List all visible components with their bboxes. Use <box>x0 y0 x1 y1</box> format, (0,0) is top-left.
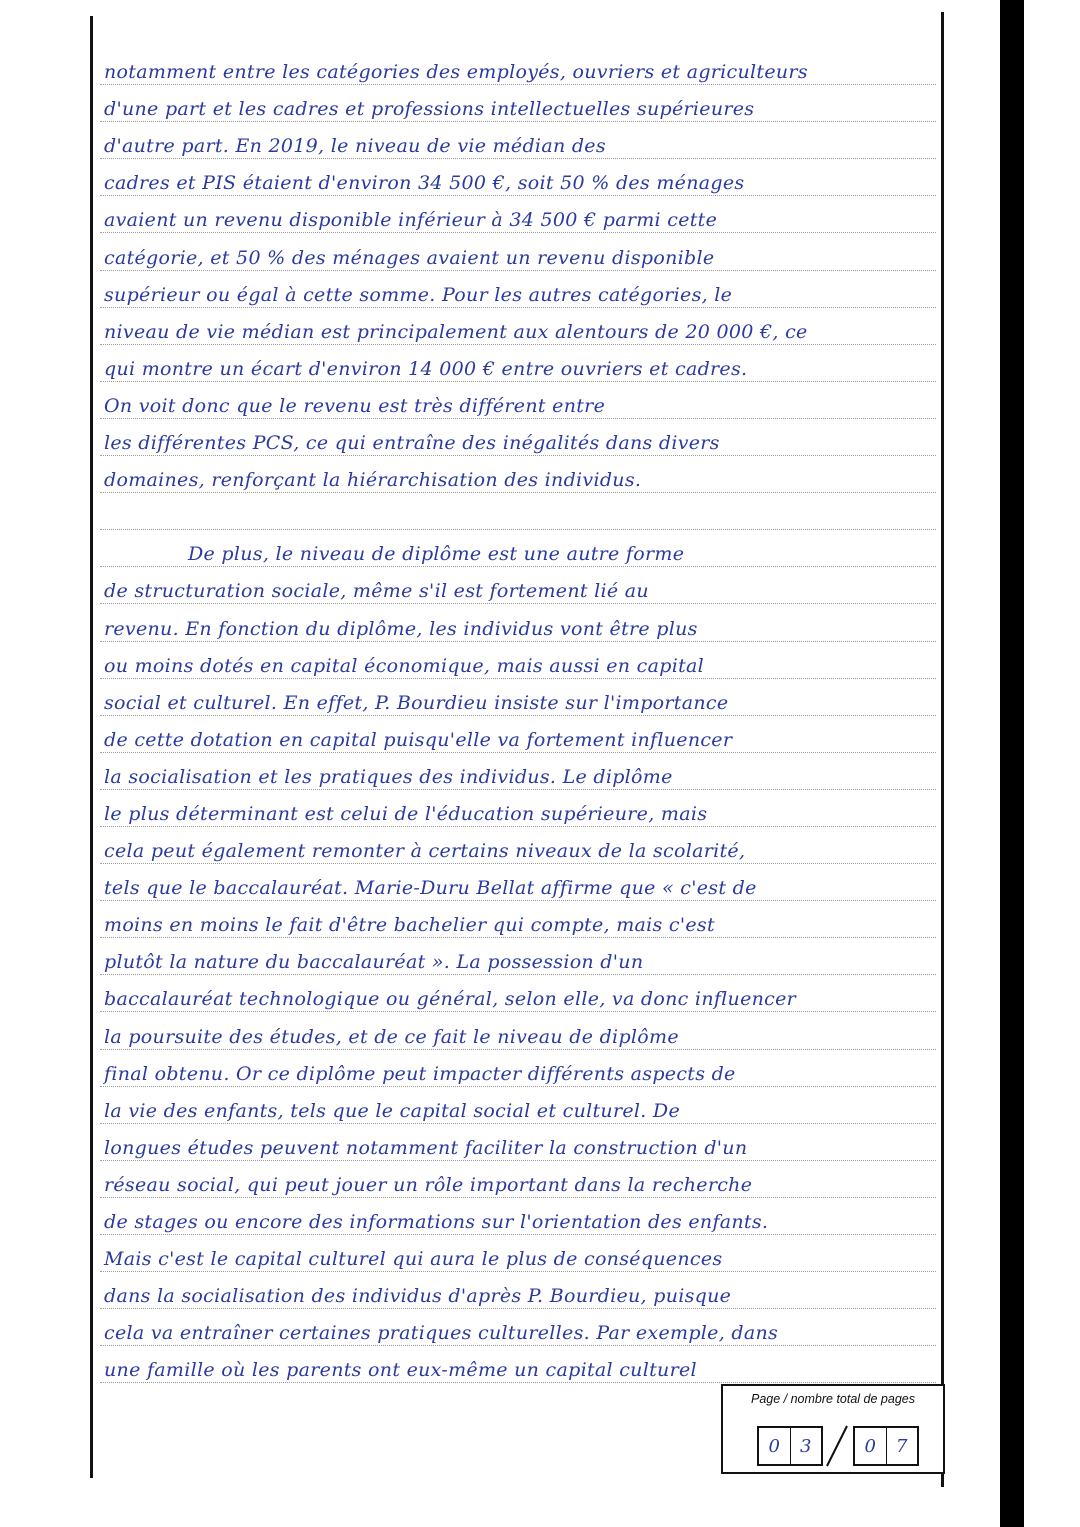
viewer-scrollbar[interactable] <box>1000 0 1024 1527</box>
text-line-content: domaines, renforçant la hiérarchisation des individus. <box>104 469 642 492</box>
current-page-digit: 3 <box>790 1428 822 1464</box>
text-line-content: niveau de vie médian est principalement aux alentours de 20 000 €, ce <box>104 320 808 343</box>
text-line <box>100 85 936 122</box>
text-line <box>100 345 936 382</box>
text-line-content: une famille où les parents ont eux-même un capital culturel <box>104 1359 697 1382</box>
text-line-content: d'une part et les cadres et professions intellectuelles supérieures <box>104 98 755 121</box>
text-line-content: les différentes PCS, ce qui entraîne des inégalités dans divers <box>104 432 720 455</box>
text-line <box>100 1087 936 1124</box>
text-line-content: final obtenu. Or ce diplôme peut impacter différents aspects de <box>104 1062 736 1085</box>
total-pages-digit: 7 <box>886 1428 918 1464</box>
text-line <box>100 864 936 901</box>
text-line <box>100 753 936 790</box>
text-line <box>100 122 936 159</box>
text-line-content: d'autre part. En 2019, le niveau de vie médian des <box>104 135 606 158</box>
total-pages-box <box>853 1426 919 1466</box>
text-line-content: tels que le baccalauréat. Marie-Duru Bellat affirme que « c'est de <box>104 877 757 900</box>
text-line-content: qui montre un écart d'environ 14 000 € entre ouvriers et cadres. <box>104 357 748 380</box>
text-line <box>100 271 936 308</box>
text-line <box>100 308 936 345</box>
text-line-content: longues études peuvent notamment faciliter la construction d'un <box>104 1136 748 1159</box>
text-line-content: de stages ou encore des informations sur l'orientation des enfants. <box>104 1211 769 1233</box>
text-line-content: ou moins dotés en capital économique, mais aussi en capital <box>104 654 705 677</box>
text-line <box>100 790 936 827</box>
current-page-digit: 0 <box>768 1435 780 1457</box>
text-line <box>100 604 936 641</box>
text-line-content: le plus déterminant est celui de l'éducation supérieure, mais <box>104 802 708 825</box>
text-line-content: De plus, le niveau de diplôme est une autre forme <box>188 543 685 566</box>
text-line <box>100 1050 936 1087</box>
text-line <box>100 938 936 975</box>
handwritten-text-block <box>100 48 936 1383</box>
text-line <box>100 975 936 1012</box>
text-line <box>100 1198 936 1235</box>
text-line-content: cela va entraîner certaines pratiques culturelles. Par exemple, dans <box>104 1322 779 1345</box>
text-line-content: réseau social, qui peut jouer un rôle important dans la recherche <box>104 1173 753 1196</box>
text-line-content: de cette dotation en capital puisqu'elle va fortement influencer <box>104 728 733 751</box>
text-line-content: Mais c'est le capital culturel qui aura le plus de conséquences <box>104 1248 723 1271</box>
text-line <box>100 901 936 938</box>
text-line <box>100 1012 936 1049</box>
text-line <box>100 716 936 753</box>
right-margin-rule <box>941 12 944 1487</box>
text-line <box>100 159 936 196</box>
text-line <box>100 530 936 567</box>
text-line <box>100 493 936 530</box>
text-line-content: la socialisation et les pratiques des individus. Le diplôme <box>104 765 673 788</box>
text-line <box>100 1235 936 1272</box>
text-line-content: social et culturel. En effet, P. Bourdieu insiste sur l'importance <box>104 691 729 714</box>
text-line <box>100 1346 936 1383</box>
text-line <box>100 642 936 679</box>
page-separator-slash <box>823 1422 851 1470</box>
text-line <box>100 419 936 456</box>
text-line-content: de structuration sociale, même s'il est fortement lié au <box>104 580 649 603</box>
text-line-content: avaient un revenu disponible inférieur à 34 500 € parmi cette <box>104 209 718 232</box>
text-line <box>100 827 936 864</box>
text-line-content: moins en moins le fait d'être bachelier qui compte, mais c'est <box>104 914 715 937</box>
text-line <box>100 567 936 604</box>
page-number-label: Page / nombre total de pages <box>750 1392 915 1406</box>
text-line <box>100 233 936 270</box>
current-page-box <box>757 1426 823 1466</box>
text-line-content: catégorie, et 50 % des ménages avaient un revenu disponible <box>104 246 715 269</box>
text-line-content: cadres et PIS étaient d'environ 34 500 €, soit 50 % des ménages <box>104 172 745 195</box>
text-line-content: On voit donc que le revenu est très différent entre <box>104 394 606 417</box>
text-line <box>100 196 936 233</box>
text-line-content: la poursuite des études, et de ce fait le niveau de diplôme <box>104 1025 679 1048</box>
text-line-content: revenu. En fonction du diplôme, les individus vont être plus <box>104 617 698 640</box>
text-line <box>100 1309 936 1346</box>
text-line-content: dans la socialisation des individus d'après P. Bourdieu, puisque <box>104 1285 732 1308</box>
text-line <box>100 679 936 716</box>
text-line-content: la vie des enfants, tels que le capital social et culturel. De <box>104 1099 681 1122</box>
text-line-content: cela peut également remonter à certains niveaux de la scolarité, <box>104 840 746 863</box>
text-line <box>100 382 936 419</box>
text-line-content: plutôt la nature du baccalauréat ». La possession d'un <box>104 951 644 974</box>
page-number-box <box>721 1384 945 1474</box>
total-pages-digit: 0 <box>864 1435 876 1457</box>
text-line <box>100 1124 936 1161</box>
text-line-content: baccalauréat technologique ou général, selon elle, va donc influencer <box>104 988 797 1011</box>
text-line <box>100 1272 936 1309</box>
text-line <box>100 1161 936 1198</box>
text-line <box>100 456 936 493</box>
text-line-content: notamment entre les catégories des employés, ouvriers et agriculteurs <box>104 61 808 84</box>
text-line <box>100 48 936 85</box>
left-margin-rule <box>90 16 93 1478</box>
text-line-content: supérieur ou égal à cette somme. Pour les autres catégories, le <box>104 283 733 306</box>
